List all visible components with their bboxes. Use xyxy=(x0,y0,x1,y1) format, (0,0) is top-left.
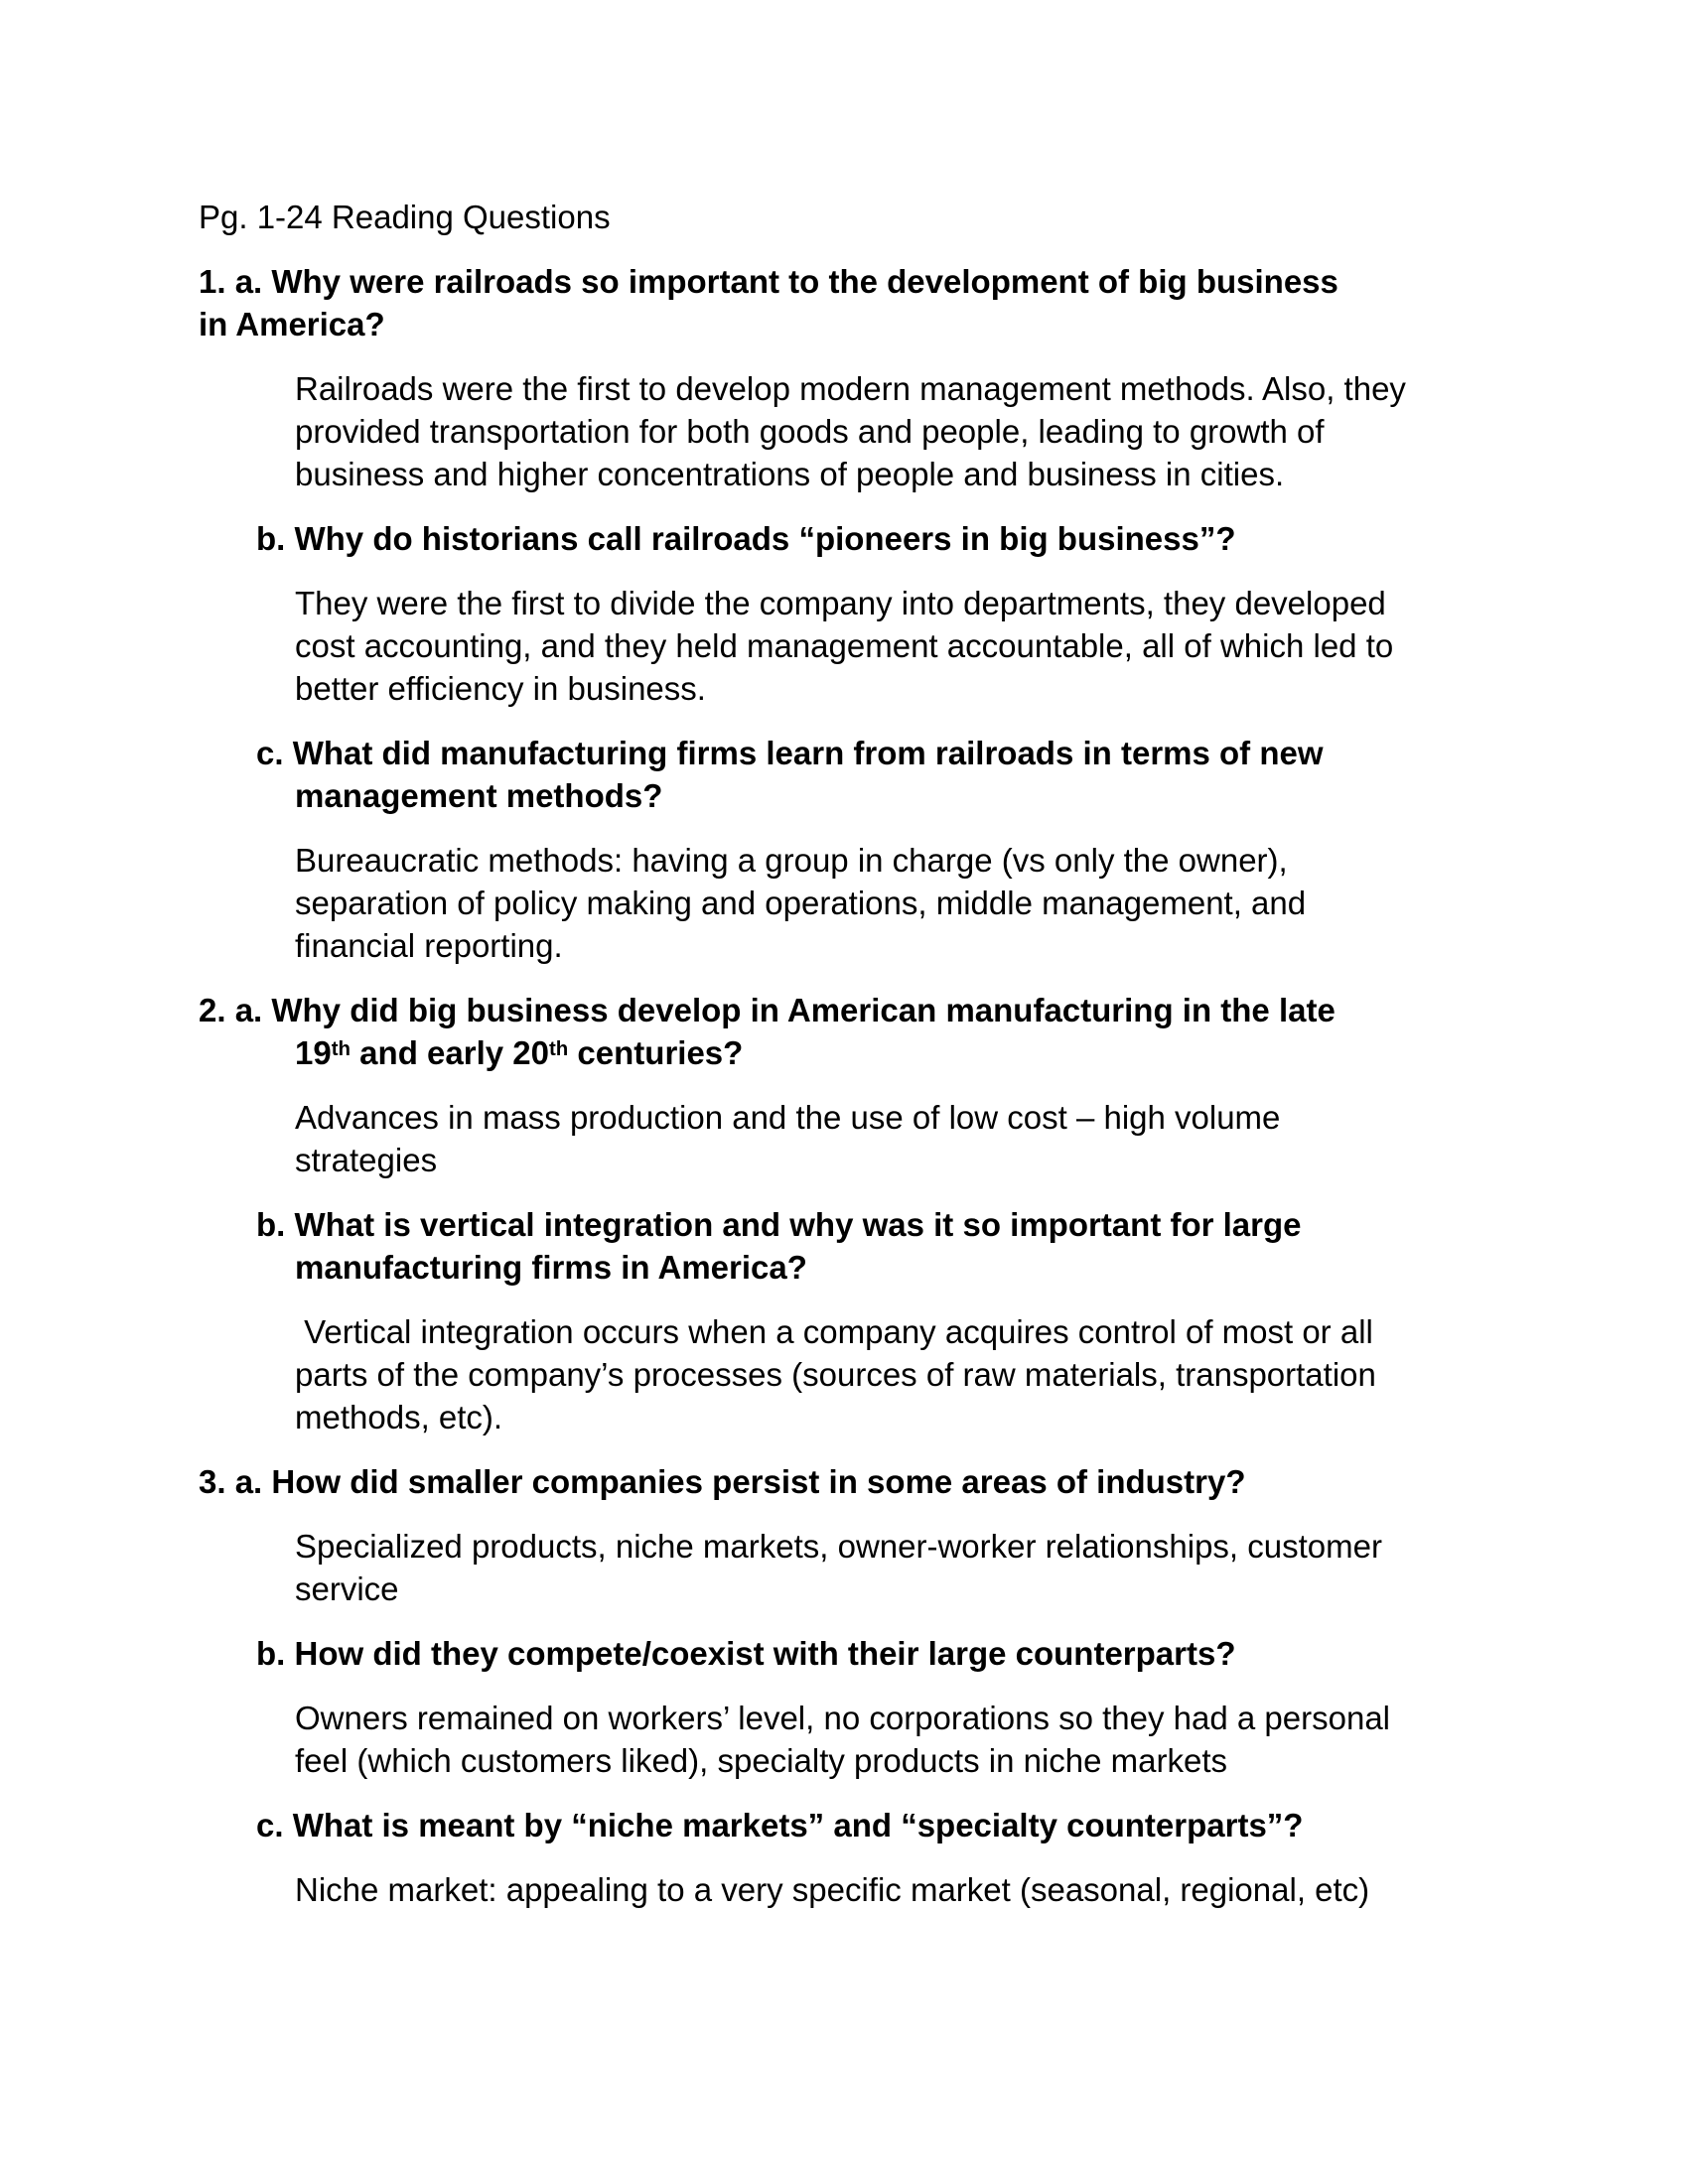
answer-1b xyxy=(199,582,1499,710)
text-line: Advances in mass production and the use of low cost – high volume xyxy=(295,1099,1281,1136)
text-line: better efficiency in business. xyxy=(295,670,706,707)
text-line: feel (which customers liked), specialty products in niche markets xyxy=(295,1742,1228,1779)
text-line: c. What did manufacturing firms learn from railroads in terms of new xyxy=(256,735,1324,771)
question-1b xyxy=(199,517,1499,560)
document-title xyxy=(199,196,1499,238)
text-line: cost accounting, and they held management accountable, all of which led to xyxy=(295,627,1394,664)
text-line xyxy=(295,1031,1499,1074)
text-line: manufacturing firms in America? xyxy=(295,1249,807,1286)
text-line: separation of policy making and operations, middle management, and xyxy=(295,885,1307,921)
text-line: service xyxy=(295,1570,399,1607)
text-line: Niche market: appealing to a very specific market (seasonal, regional, etc) xyxy=(295,1871,1370,1908)
text-line: Specialized products, niche markets, owner-worker relationships, customer xyxy=(295,1528,1382,1565)
text-line: 2. a. Why did big business develop in American manufacturing in the late xyxy=(199,992,1336,1028)
text-line: management methods? xyxy=(295,777,663,814)
answer-2a xyxy=(199,1096,1499,1181)
text-line: Bureaucratic methods: having a group in charge (vs only the owner), xyxy=(295,842,1288,879)
text-part: 19 xyxy=(295,1034,332,1071)
text-line: business and higher concentrations of people and business in cities. xyxy=(295,456,1285,492)
answer-3c xyxy=(199,1868,1499,1911)
text-line: b. What is vertical integration and why was it so important for large xyxy=(256,1206,1302,1243)
text-line: 1. a. Why were railroads so important to the development of big business xyxy=(199,263,1338,300)
text-line: They were the first to divide the company into departments, they developed xyxy=(295,585,1386,621)
text-line: Railroads were the first to develop modern management methods. Also, they xyxy=(295,370,1406,407)
answer-2b xyxy=(199,1310,1499,1438)
text-line: strategies xyxy=(295,1142,438,1178)
text-line: provided transportation for both goods and people, leading to growth of xyxy=(295,413,1325,450)
text-line: Pg. 1-24 Reading Questions xyxy=(199,199,611,235)
text-line: b. Why do historians call railroads “pioneers in big business”? xyxy=(256,520,1236,557)
text-line: in America? xyxy=(199,306,385,342)
text-part: and early 20 xyxy=(351,1034,549,1071)
text-line: Owners remained on workers’ level, no corporations so they had a personal xyxy=(295,1700,1391,1736)
question-2a xyxy=(199,989,1499,1074)
question-3a xyxy=(199,1460,1499,1503)
text-part: centuries? xyxy=(568,1034,744,1071)
question-1c xyxy=(199,732,1499,817)
text-line: methods, etc). xyxy=(295,1399,503,1435)
superscript-th: th xyxy=(548,1036,569,1060)
answer-1a xyxy=(199,367,1499,495)
text-line: b. How did they compete/coexist with their large counterparts? xyxy=(256,1635,1236,1672)
question-3c xyxy=(199,1804,1499,1846)
answer-3b xyxy=(199,1697,1499,1782)
question-3b xyxy=(199,1632,1499,1675)
question-2b xyxy=(199,1203,1499,1289)
question-1a xyxy=(199,260,1499,345)
text-line: financial reporting. xyxy=(295,927,563,964)
superscript-th: th xyxy=(331,1036,352,1060)
text-line: Vertical integration occurs when a company acquires control of most or all xyxy=(295,1313,1373,1350)
text-line: 3. a. How did smaller companies persist in some areas of industry? xyxy=(199,1463,1246,1500)
text-line: c. What is meant by “niche markets” and “specialty counterparts”? xyxy=(256,1807,1304,1843)
text-line: parts of the company’s processes (sources of raw materials, transportation xyxy=(295,1356,1376,1393)
answer-3a xyxy=(199,1525,1499,1610)
answer-1c xyxy=(199,839,1499,967)
